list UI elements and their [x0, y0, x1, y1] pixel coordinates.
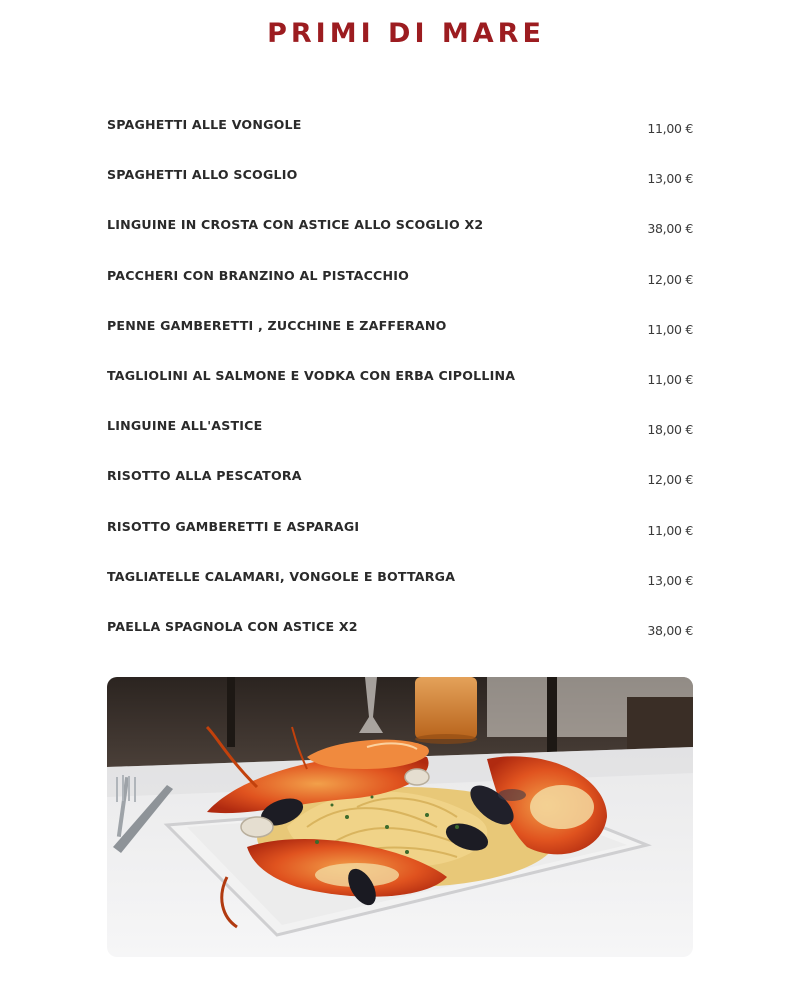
menu-item-name: RISOTTO ALLA PESCATORA — [107, 468, 302, 484]
menu-item-price: 13,00 € — [647, 572, 693, 588]
menu-item-price: 11,00 € — [647, 371, 693, 387]
page-title: PRIMI DI MARE — [267, 18, 545, 49]
menu-item — [107, 461, 693, 511]
menu-item-name: SPAGHETTI ALLO SCOGLIO — [107, 167, 298, 183]
menu-item-name: RISOTTO GAMBERETTI E ASPARAGI — [107, 518, 360, 534]
menu-item-price: 12,00 € — [647, 472, 693, 488]
menu-item — [107, 110, 693, 160]
menu-item-price: 11,00 € — [647, 321, 693, 337]
menu-item-name: LINGUINE IN CROSTA CON ASTICE ALLO SCOGLIO X2 — [107, 217, 484, 233]
menu-item — [107, 261, 693, 311]
menu-item — [107, 361, 693, 411]
menu-item-name: TAGLIOLINI AL SALMONE E VODKA CON ERBA CIPOLLINA — [107, 367, 516, 383]
menu-item-name: SPAGHETTI ALLE VONGOLE — [107, 117, 302, 132]
menu-item-name: LINGUINE ALL'ASTICE — [107, 418, 263, 434]
menu-item-name: PENNE GAMBERETTI , ZUCCHINE E ZAFFERANO — [107, 317, 447, 333]
menu-item-price: 12,00 € — [647, 271, 693, 287]
menu-item — [107, 210, 693, 260]
menu-list — [107, 110, 693, 662]
menu-item-name: TAGLIATELLE CALAMARI, VONGOLE E BOTTARGA — [107, 568, 456, 584]
menu-item — [107, 512, 693, 562]
menu-item — [107, 562, 693, 612]
menu-item-name: PAELLA SPAGNOLA CON ASTICE X2 — [107, 618, 358, 634]
dish-photo — [107, 677, 693, 957]
menu-item-price: 11,00 € — [647, 522, 693, 538]
menu-item — [107, 160, 693, 210]
menu-item — [107, 311, 693, 361]
menu-item — [107, 411, 693, 461]
menu-item-price: 13,00 € — [647, 171, 693, 187]
menu-item — [107, 612, 693, 662]
menu-item-name: PACCHERI CON BRANZINO AL PISTACCHIO — [107, 267, 410, 283]
menu-item-price: 38,00 € — [647, 221, 693, 237]
menu-item-price: 18,00 € — [647, 422, 693, 438]
menu-item-price: 11,00 € — [647, 121, 693, 136]
menu-item-price: 38,00 € — [647, 622, 693, 638]
